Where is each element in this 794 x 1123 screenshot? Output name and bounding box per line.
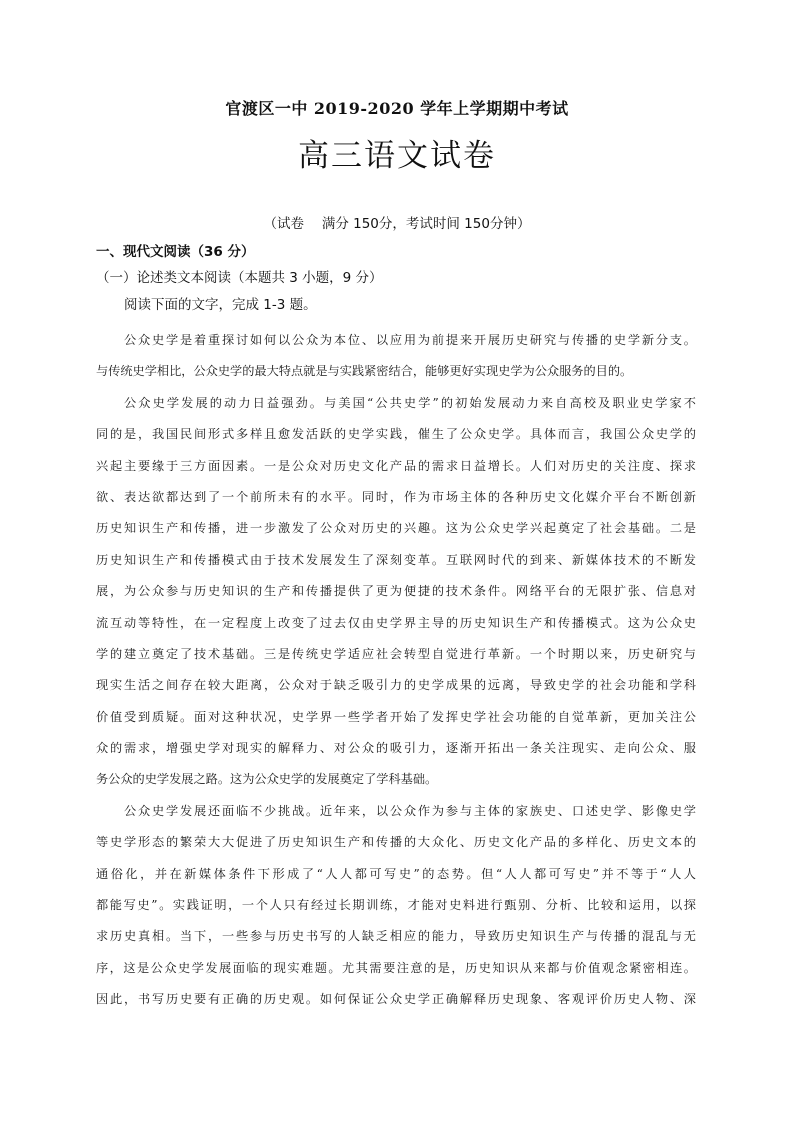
passage-line: 通俗化，并在新媒体条件下形成了“人人都可写史”的态势。但“人人都可写史”并不等于“人人: [96, 866, 696, 881]
passage-line: 现实生活之间存在较大距离，公众对于缺乏吸引力的史学成果的远离，导致史学的社会功能和学科: [96, 678, 696, 693]
passage-line: 展，为公众参与历史知识的生产和传播提供了更为便捷的技术条件。网络平台的无限扩张、信息对: [96, 584, 696, 599]
reading-instruction: 阅读下面的文字，完成 1-3 题。: [124, 297, 317, 313]
passage-line: 价值受到质疑。面对这种状况，史学界一些学者开始了发挥史学社会功能的自觉革新，更加关注公: [96, 709, 696, 724]
passage-line: 都能写史”。实践证明，一个人只有经过长期训练，才能对史料进行甄别、分析、比较和运用，以探: [96, 898, 696, 913]
passage-line: 流互动等特性，在一定程度上改变了过去仅由史学界主导的历史知识生产和传播模式。这为公众史: [96, 615, 696, 630]
passage-line: 序，这是公众史学发展面临的现实难题。尤其需要注意的是，历史知识从来都与价值观念紧密相连。: [96, 960, 696, 975]
section-heading: 一、现代文阅读（36 分）: [96, 244, 255, 260]
passage-line: 公众史学发展还面临不少挑战。近年来，以公众作为参与主体的家族史、口述史学、影像史学: [124, 803, 696, 818]
page-title: 高三语文试卷: [298, 138, 496, 174]
exam-info: （试卷 满分 150分，考试时间 150分钟）: [263, 216, 531, 232]
passage-line: 众的需求，增强史学对现实的解释力、对公众的吸引力，逐渐开拓出一条关注现实、走向公众、服: [96, 741, 696, 756]
passage-line: 公众史学发展的动力日益强劲。与美国“公共史学”的初始发展动力来自高校及职业史学家不: [124, 395, 696, 410]
passage-line: 与传统史学相比，公众史学的最大特点就是与实践紧密结合，能够更好实现史学为公众服务的目的。: [96, 364, 633, 379]
passage-line: 历史知识生产和传播，进一步激发了公众对历史的兴趣。这为公众史学兴起奠定了社会基础。二是: [96, 521, 696, 536]
passage-line: 兴起主要缘于三方面因素。一是公众对历史文化产品的需求日益增长。人们对历史的关注度、探求: [96, 458, 696, 473]
passage-line: 因此，书写历史要有正确的历史观。如何保证公众史学正确解释历史现象、客观评价历史人物、深: [96, 992, 696, 1007]
reading-passage: [96, 330, 696, 1021]
passage-line: 等史学形态的繁荣大大促进了历史知识生产和传播的大众化、历史文化产品的多样化、历史文本的: [96, 835, 696, 850]
passage-line: 历史知识生产和传播模式由于技术发展发生了深刻变革。互联网时代的到来、新媒体技术的不断发: [96, 552, 696, 567]
passage-line: 求历史真相。当下，一些参与历史书写的人缺乏相应的能力，导致历史知识生产与传播的混乱与无: [96, 929, 696, 944]
passage-line: 学的建立奠定了技术基础。三是传统史学适应社会转型自觉进行革新。一个时期以来，历史研究与: [96, 646, 696, 661]
passage-line: 欲、表达欲都达到了一个前所未有的水平。同时，作为市场主体的各种历史文化媒介平台不断创新: [96, 489, 696, 504]
passage-line: 公众史学是着重探讨如何以公众为本位、以应用为前提来开展历史研究与传播的史学新分支。: [124, 333, 696, 347]
passage-line: 同的是，我国民间形式多样且愈发活跃的史学实践，催生了公众史学。具体而言，我国公众史学的: [96, 427, 696, 442]
subsection-heading: （一）论述类文本阅读（本题共 3 小题，9 分）: [96, 270, 383, 286]
school-exam-line: 官渡区一中 2019-2020 学年上学期期中考试: [225, 99, 569, 118]
passage-line: 务公众的史学发展之路。这为公众史学的发展奠定了学科基础。: [96, 772, 438, 787]
